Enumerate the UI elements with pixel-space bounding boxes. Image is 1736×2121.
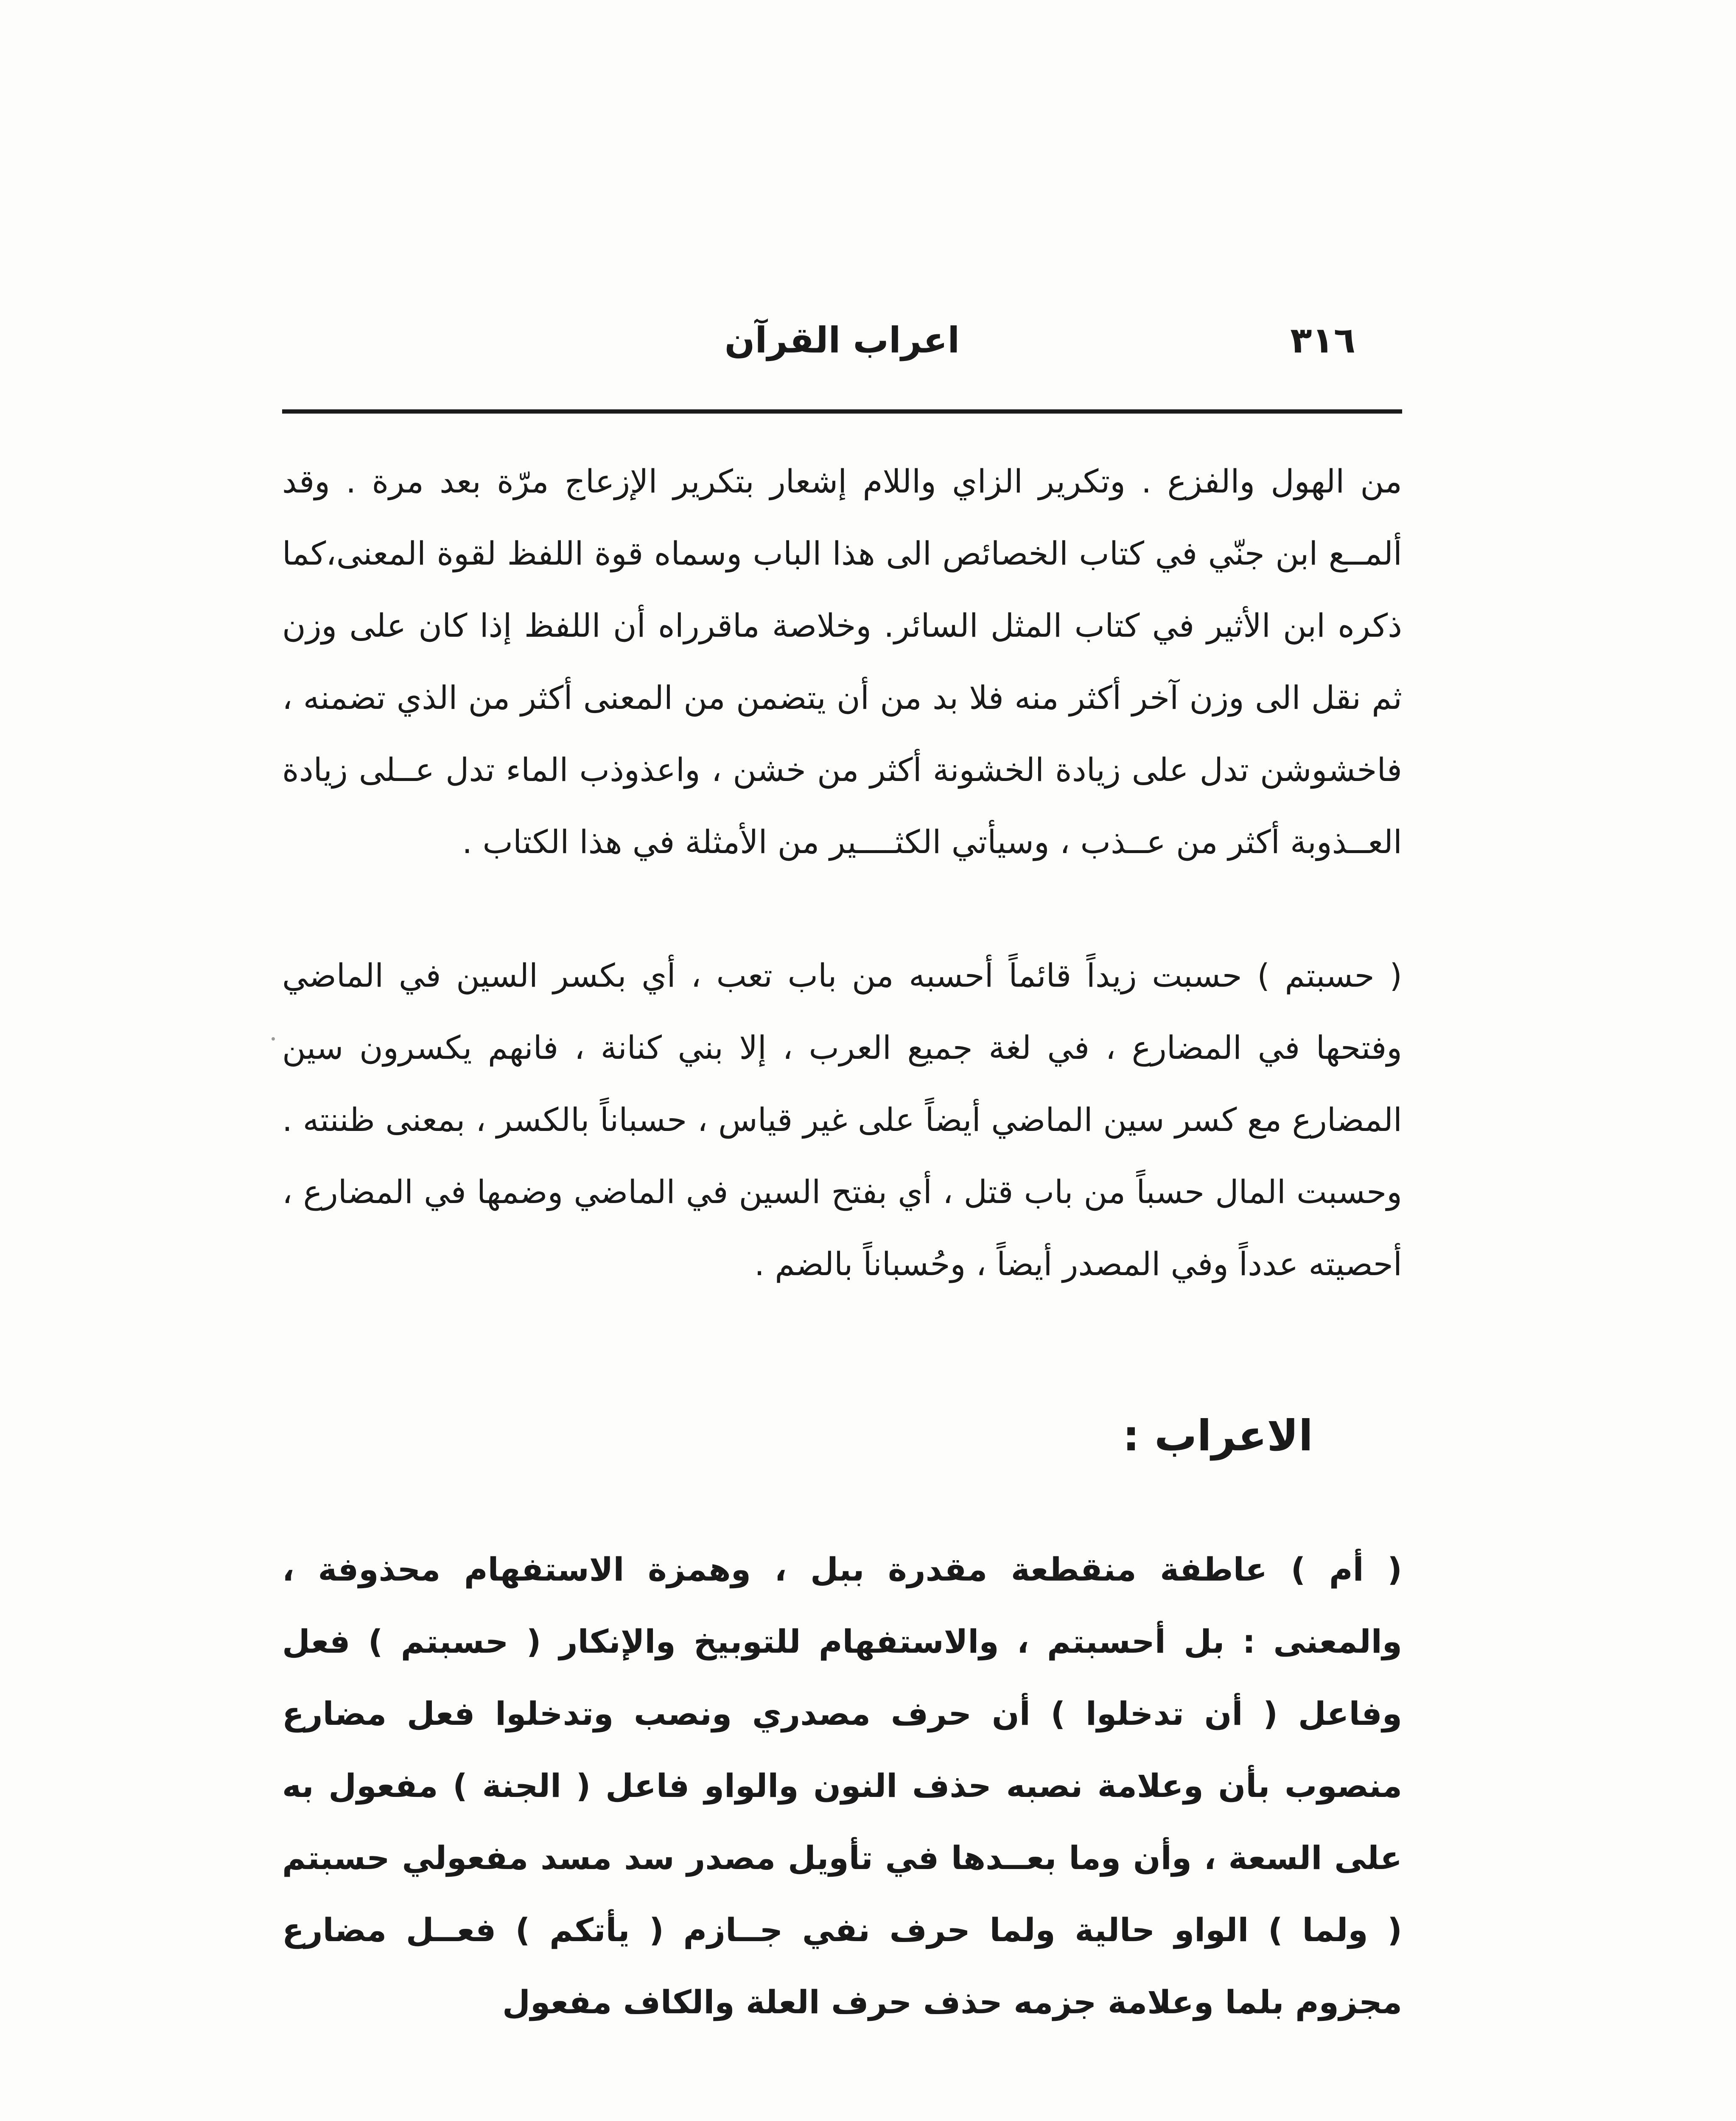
running-title: اعراب القرآن (724, 319, 960, 361)
page-header (282, 314, 1402, 382)
paragraph-irab: ( أم ) عاطفة منقطعة مقدرة ببل ، وهمزة الاستفهام محذوفة ، والمعنى : بل أحسبتم ، والاستفهام للتوبيخ والإنكار ( حسبتم ) فعل وفاعل ( أن تدخلوا ) أن حرف مصدري ونصب وتدخلوا فعل مضارع منصوب بأن وعلامة نصبه حذف النون والواو فاعل ( الجنة ) مفعول به على السعة ، وأن وما بعــدها في تأويل مصدر سد مسد مفعولي حسبتم ( ولما ) الواو حالية ولما حرف نفي جــازم ( يأتكم ) فعــل مضارع مجزوم بلما وعلامة جزمه حذف حرف العلة والكاف مفعول (282, 1550, 1402, 2021)
section-heading-irab: الاعراب : (1123, 1411, 1313, 1461)
header-rule (282, 409, 1402, 414)
body-text (282, 445, 1402, 2038)
paragraph-intensification: من الهول والفزع . وتكرير الزاي واللام إشعار بتكرير الإزعاج مرّة بعد مرة . وقد ألمــع ابن جنّي في كتاب الخصائص الى هذا الباب وسماه قوة اللفظ لقوة المعنى،كما ذكره ابن الأثير في كتاب المثل السائر. وخلاصة ماقرراه أن اللفظ إذا كان على وزن ثم نقل الى وزن آخر أكثر منه فلا بد من أن يتضمن من المعنى أكثر من الذي تضمنه ، فاخشوشن تدل على زيادة الخشونة أكثر من خشن ، واعذوذب الماء تدل عــلى زيادة العــذوبة أكثر من عــذب ، وسيأتي الكثــــير من الأمثلة في هذا الكتاب . (282, 462, 1402, 861)
scan-speck (272, 1037, 275, 1041)
page-number: ٣١٦ (1290, 319, 1355, 361)
paragraph-hasibtum-lexical: ( حسبتم ) حسبت زيداً قائماً أحسبه من باب تعب ، أي بكسر السين في الماضي وفتحها في المضارع ، في لغة جميع العرب ، إلا بني كنانة ، فانهم يكسرون سين المضارع مع كسر سين الماضي أيضاً على غير قياس ، حسباناً بالكسر ، بمعنى ظننته . وحسبت المال حسباً من باب قتل ، أي بفتح السين في الماضي وضمها في المضارع ، أحصيته عدداً وفي المصدر أيضاً ، وحُسباناً بالضم . (282, 957, 1402, 1283)
